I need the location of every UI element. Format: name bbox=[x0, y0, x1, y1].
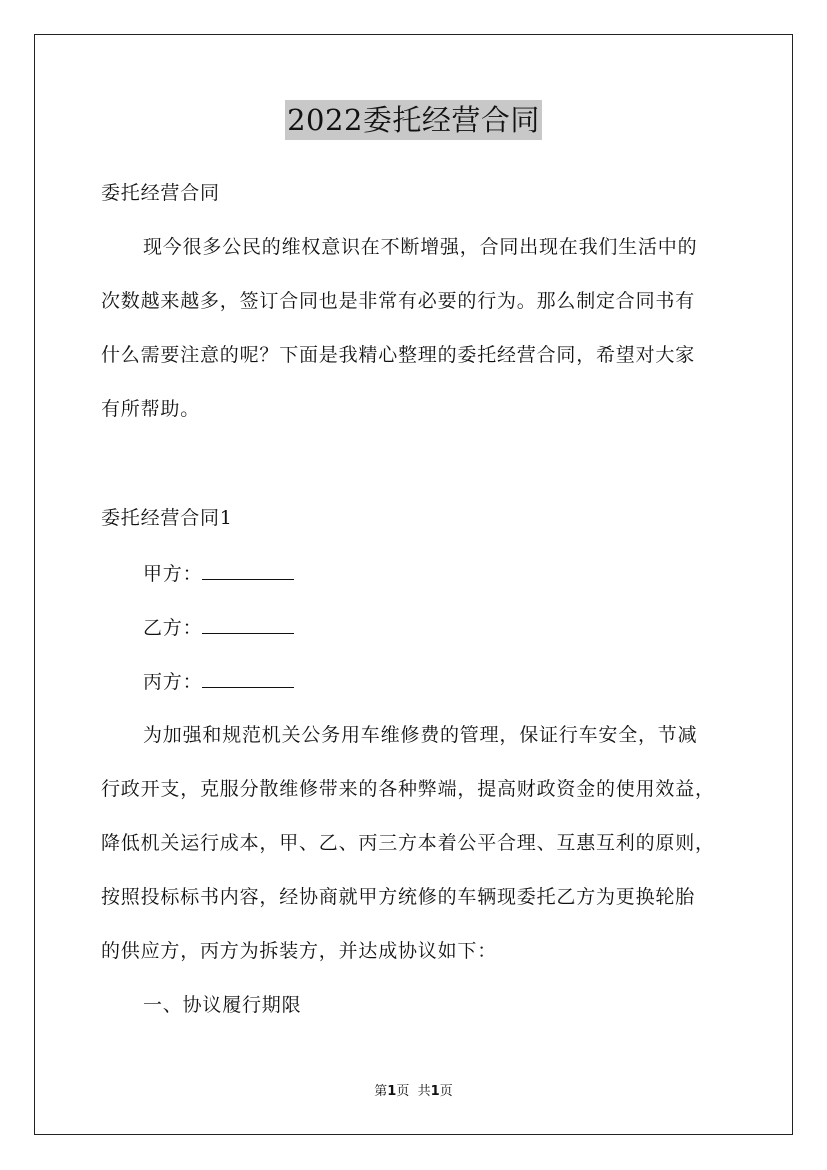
body-line-5: 的供应方，丙方为拆装方，并达成协议如下： bbox=[101, 940, 498, 962]
footer-page-suffix: 页 bbox=[396, 1084, 410, 1099]
party-c-blank bbox=[202, 669, 294, 688]
party-b-blank bbox=[202, 615, 294, 634]
footer-page-prefix: 第 bbox=[374, 1084, 388, 1099]
party-c-row bbox=[143, 669, 294, 694]
party-a-blank bbox=[202, 561, 294, 580]
page-footer bbox=[0, 1084, 827, 1100]
party-b-row bbox=[143, 615, 294, 640]
title-container bbox=[0, 100, 827, 140]
intro-line-4: 有所帮助。 bbox=[101, 398, 201, 420]
party-a-label: 甲方： bbox=[143, 563, 203, 585]
party-c-label: 丙方： bbox=[143, 671, 203, 693]
intro-line-3: 什么需要注意的呢？下面是我精心整理的委托经营合同，希望对大家 bbox=[101, 344, 696, 366]
body-line-4: 按照投标标书内容，经协商就甲方统修的车辆现委托乙方为更换轮胎 bbox=[101, 886, 696, 908]
body-line-3: 降低机关运行成本，甲、乙、丙三方本着公平合理、互惠互利的原则， bbox=[101, 832, 715, 854]
party-b-label: 乙方： bbox=[143, 617, 203, 639]
body-line-1: 为加强和规范机关公务用车维修费的管理，保证行车安全，节减 bbox=[143, 724, 698, 746]
intro-line-2: 次数越来越多，签订合同也是非常有必要的行为。那么制定合同书有 bbox=[101, 290, 696, 312]
party-a-row bbox=[143, 561, 294, 586]
body-line-2: 行政开支，克服分散维修带来的各种弊端，提高财政资金的使用效益， bbox=[101, 778, 715, 800]
footer-total-number: 1 bbox=[430, 1084, 440, 1099]
section-title: 委托经营合同1 bbox=[101, 507, 233, 529]
footer-page-number: 1 bbox=[387, 1084, 397, 1099]
document-heading: 委托经营合同 bbox=[101, 182, 220, 204]
clause-1-title: 一、协议履行期限 bbox=[143, 994, 302, 1016]
intro-line-1: 现今很多公民的维权意识在不断增强，合同出现在我们生活中的 bbox=[143, 236, 698, 258]
footer-total-prefix: 共 bbox=[417, 1084, 431, 1099]
document-title: 2022委托经营合同 bbox=[285, 100, 542, 140]
footer-total-suffix: 页 bbox=[439, 1084, 453, 1099]
